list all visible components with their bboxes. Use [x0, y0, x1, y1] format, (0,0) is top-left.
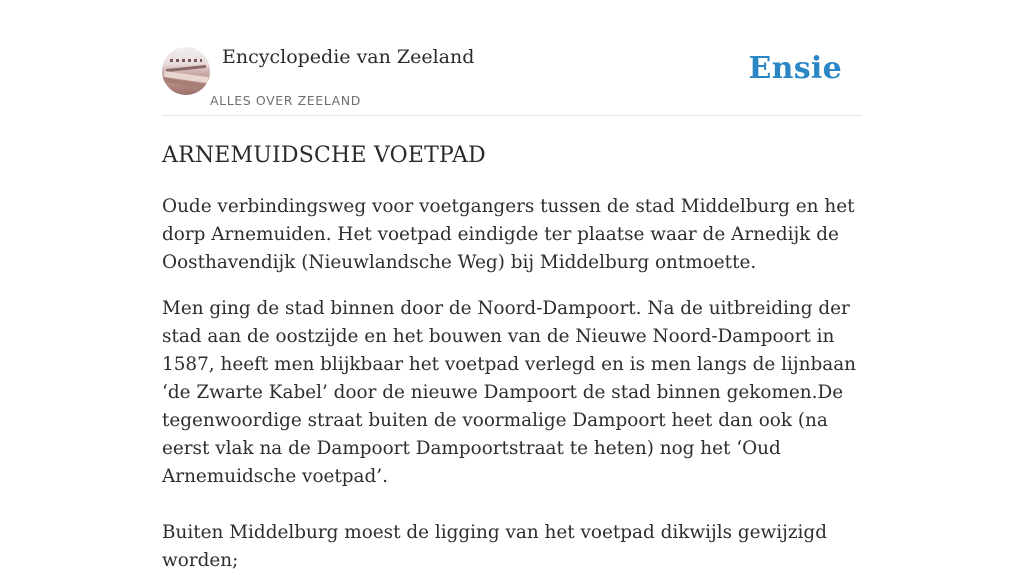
article-paragraph: Buiten Middelburg moest de ligging van het voetpad dikwijls gewijzigd worden; [162, 522, 827, 571]
site-tagline: ALLES OVER ZEELAND [210, 93, 361, 108]
article-paragraph: Oude verbindingsweg voor voetgangers tussen de stad Middelburg en het dorp Arnemuiden. Het voetpad eindigde ter plaatse waar de Arnedijk de Oosthavendijk (Nieuwlandsche Weg) bij Middelburg ontmoette. [162, 196, 855, 273]
article-paragraph: Men ging de stad binnen door de Noord-Dampoort. Na de uitbreiding der stad aan de oostzijde en het bouwen van de Nieuwe Noord-Dampoort in 1587, heeft men blijkbaar het voetpad verlegd en is men langs de lijnbaan ‘de Zwarte Kabel’ door de nieuwe Dampoort de stad binnen gekomen.De tegenwoordige straat buiten de voormalige Dampoort heet dan ook (na eerst vlak na de Dampoort Dampoortstraat te heten) nog het ‘Oud Arnemuidsche voetpad’. [162, 298, 857, 487]
article-title: ARNEMUIDSCHE VOETPAD [162, 143, 486, 168]
page [162, 0, 862, 575]
ensie-brand-link[interactable]: Ensie [748, 51, 842, 86]
site-logo-avatar[interactable] [162, 47, 210, 95]
site-title[interactable]: Encyclopedie van Zeeland [222, 46, 475, 68]
site-header [162, 0, 862, 116]
logo-detail [170, 59, 202, 62]
